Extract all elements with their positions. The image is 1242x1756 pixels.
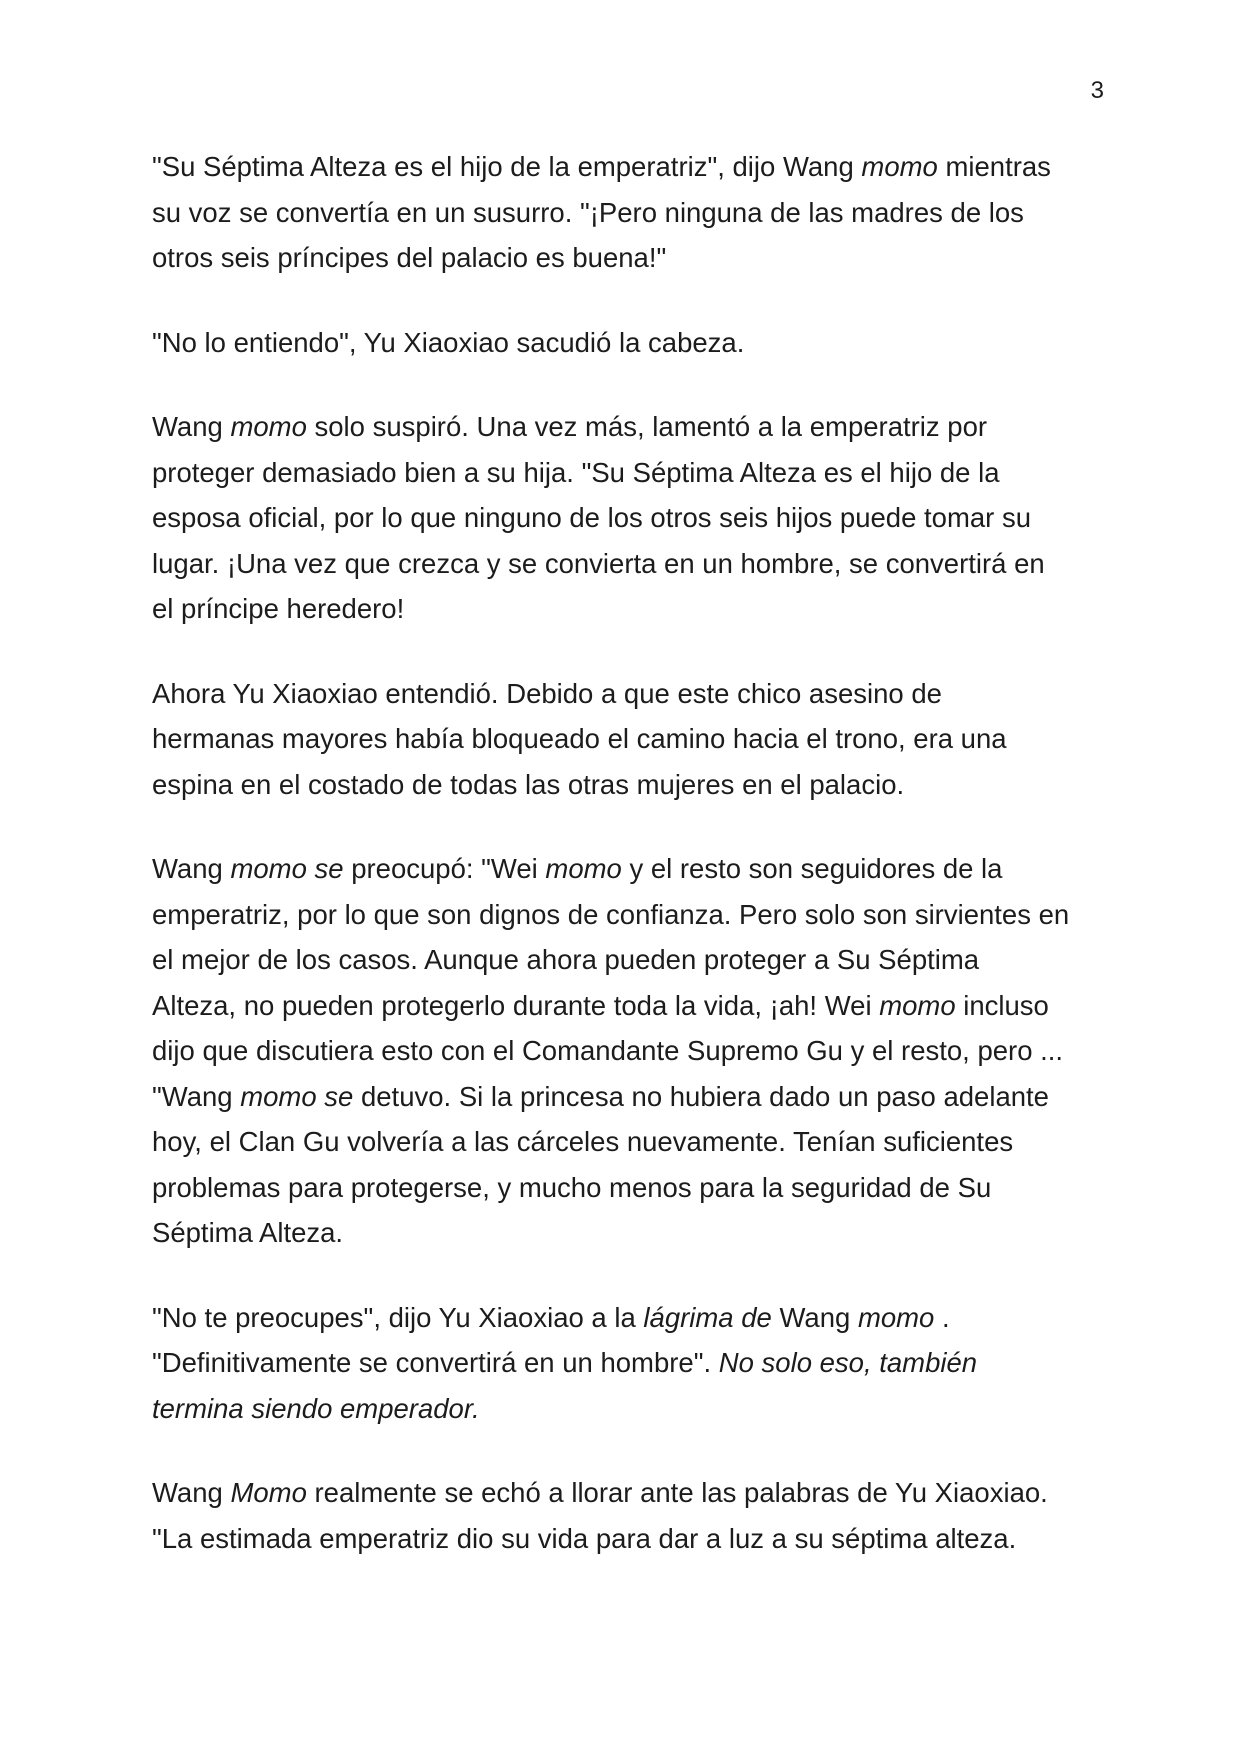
text-line — [152, 1340, 1104, 1386]
text-run: . — [934, 1301, 950, 1333]
text-run: hermanas mayores había bloqueado el camino hacia el trono, era una — [152, 723, 1007, 754]
text-run: problemas para protegerse, y mucho menos para la seguridad de Su — [152, 1171, 992, 1203]
text-run: preocupó: "Wei — [343, 853, 546, 884]
text-run: "La estimada emperatriz dio su vida para dar a luz a su séptima alteza. — [152, 1522, 1017, 1554]
paragraph — [152, 1295, 1104, 1432]
text-line — [152, 671, 1104, 717]
italic-text: lágrima de — [643, 1301, 772, 1333]
text-run: Wang — [152, 853, 231, 884]
text-run: espina en el costado de todas las otras mujeres en el palacio. — [152, 768, 905, 800]
text-run: Wang — [152, 411, 231, 442]
italic-text: Momo — [230, 1477, 307, 1508]
text-line — [152, 892, 1104, 938]
text-run: dijo que discutiera esto con el Comandante Supremo Gu y el resto, pero ... — [152, 1035, 1064, 1066]
text-run: "Su Séptima Alteza es el hijo de la emperatriz", dijo Wang — [152, 151, 862, 182]
text-run: mientras — [937, 151, 1051, 182]
italic-text: termina siendo emperador. — [152, 1392, 480, 1424]
text-run: esposa oficial, por lo que ninguno de los otros seis hijos puede tomar su — [152, 502, 1032, 533]
text-run: "No te preocupes", dijo Yu Xiaoxiao a la — [152, 1301, 644, 1333]
italic-text: momo — [857, 1301, 935, 1333]
text-run: "No lo entiendo", Yu Xiaoxiao sacudió la cabeza. — [152, 326, 745, 358]
text-line — [152, 450, 1104, 496]
text-line — [152, 190, 1104, 236]
italic-text: momo se — [230, 853, 344, 884]
paragraph — [152, 846, 1104, 1256]
italic-text: momo — [879, 989, 956, 1021]
text-line — [152, 235, 1104, 281]
text-line — [152, 586, 1104, 632]
text-line — [152, 404, 1104, 450]
text-run: "Wang — [152, 1080, 241, 1112]
text-line — [152, 846, 1104, 892]
text-run: otros seis príncipes del palacio es buena!" — [152, 242, 667, 273]
text-line — [152, 1386, 1104, 1432]
text-line — [152, 937, 1104, 983]
text-run: emperatriz, por lo que son dignos de confianza. Pero solo son sirvientes en — [152, 898, 1070, 930]
text-run: y el resto son seguidores de la — [621, 853, 1003, 884]
text-run: solo suspiró. Una vez más, lamentó a la emperatriz por — [306, 411, 988, 442]
text-line — [152, 144, 1104, 190]
text-run: su voz se convertía en un susurro. "¡Pero ninguna de las madres de los — [152, 196, 1024, 228]
paragraph — [152, 404, 1104, 632]
text-run: "Definitivamente se convertirá en un hombre". — [152, 1347, 719, 1378]
italic-text: No solo eso, también — [718, 1347, 978, 1378]
text-line — [152, 716, 1104, 762]
text-line — [152, 1470, 1104, 1516]
text-run: Alteza, no pueden protegerlo durante toda la vida, ¡ah! Wei — [152, 989, 880, 1021]
paragraph — [152, 671, 1104, 808]
text-run: detuvo. Si la princesa no hubiera dado un paso adelante — [353, 1080, 1049, 1112]
text-line — [152, 1074, 1104, 1120]
italic-text: momo — [861, 151, 938, 182]
text-run: hoy, el Clan Gu volvería a las cárceles nuevamente. Tenían suficientes — [152, 1126, 1014, 1157]
text-line — [152, 320, 1104, 366]
text-run: lugar. ¡Una vez que crezca y se convierta en un hombre, se convertirá en — [152, 547, 1045, 579]
paragraph — [152, 320, 1104, 366]
paragraph — [152, 144, 1104, 281]
italic-text: momo — [545, 853, 622, 884]
text-line — [152, 1028, 1104, 1074]
text-run: Wang — [152, 1477, 231, 1508]
text-run: Séptima Alteza. — [152, 1217, 344, 1248]
text-line — [152, 1165, 1104, 1211]
italic-text: momo se — [240, 1080, 354, 1112]
text-run: proteger demasiado bien a su hija. "Su Séptima Alteza es el hijo de la — [152, 456, 1000, 488]
text-line — [152, 1119, 1104, 1165]
italic-text: momo — [230, 411, 307, 442]
page-number: 3 — [1090, 77, 1104, 104]
text-line — [152, 1210, 1104, 1256]
text-run: realmente se echó a llorar ante las palabras de Yu Xiaoxiao. — [306, 1477, 1048, 1508]
text-run: el mejor de los casos. Aunque ahora pueden proteger a Su Séptima — [152, 944, 980, 975]
text-run: Wang — [771, 1301, 858, 1333]
text-run: el príncipe heredero! — [152, 593, 405, 624]
text-run: incluso — [955, 989, 1049, 1021]
text-line — [152, 1295, 1104, 1341]
text-line — [152, 541, 1104, 587]
text-line — [152, 1516, 1104, 1562]
text-line — [152, 495, 1104, 541]
text-run: Ahora Yu Xiaoxiao entendió. Debido a que este chico asesino de — [152, 677, 942, 709]
body-text — [152, 144, 1104, 1600]
text-line — [152, 762, 1104, 808]
text-line — [152, 983, 1104, 1029]
paragraph — [152, 1470, 1104, 1561]
